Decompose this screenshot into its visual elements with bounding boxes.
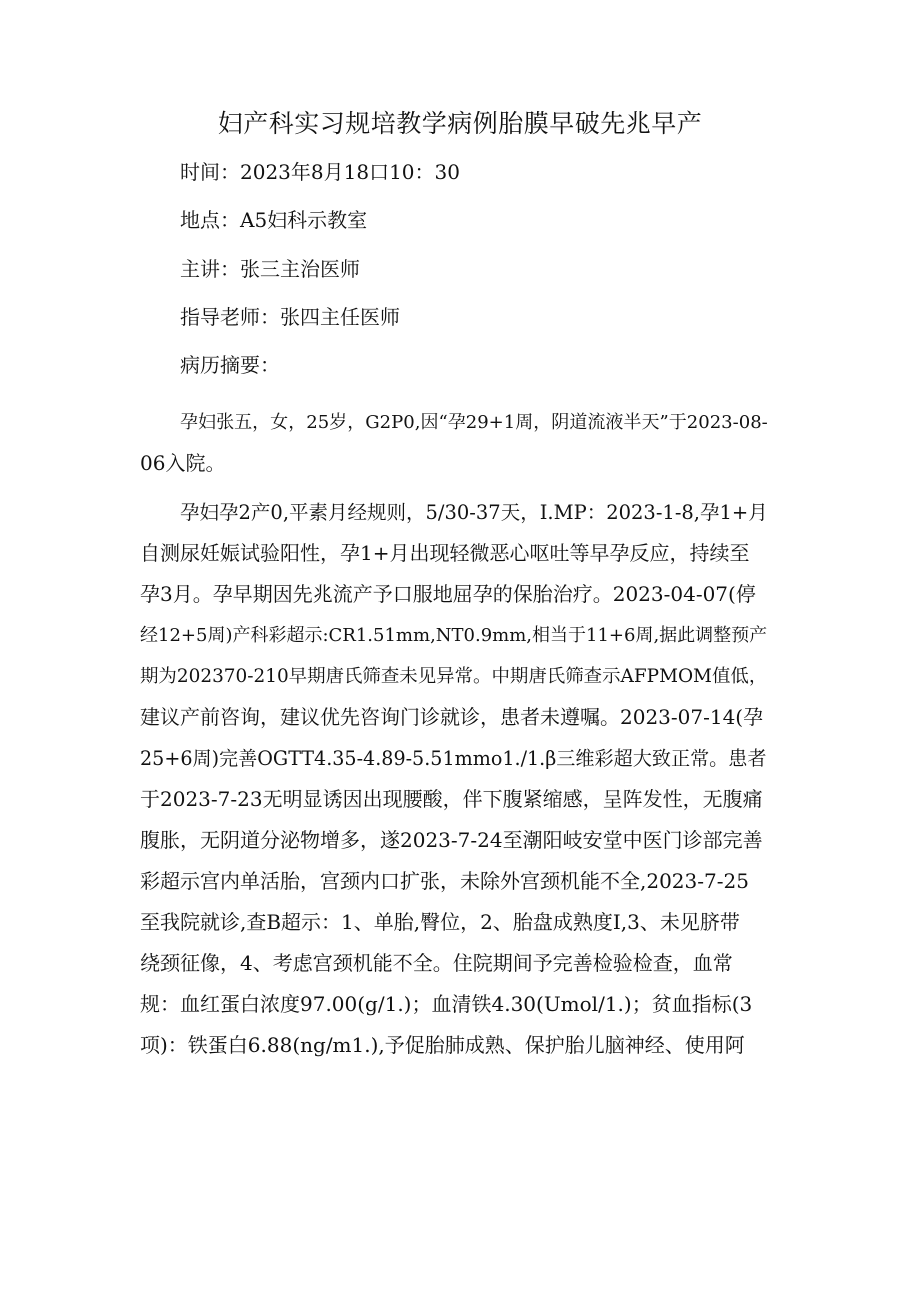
paragraph-line: 至我院就诊,查B超示：1、单胎,臀位，2、胎盘成熟度I,3、未见脐带 bbox=[140, 910, 740, 934]
paragraph-line: 建议产前咨询，建议优先咨询门诊就诊，患者未遵嘱。2023-07-14(孕 bbox=[140, 705, 764, 729]
paragraph-line: 孕3月。孕早期因先兆流产予口服地屈孕的保胎治疗。2023-04-07(停 bbox=[140, 582, 756, 606]
paragraph-history bbox=[140, 492, 780, 1066]
paragraph-line: 于2023-7-23无明显诱因出现腰酸，伴下腹紧缩感，呈阵发性，无腹痛 bbox=[140, 787, 763, 811]
paragraph-line: 孕妇张五，女，25岁，G2P0,因“孕29+1周，阴道流液半天”于2023-08- bbox=[180, 412, 768, 433]
paragraph-line: 绕颈征像，4、考虑宫颈机能不全。住院期间予完善检验检查，血常 bbox=[140, 951, 733, 975]
meta-lecturer: 主讲：张三主治医师 bbox=[180, 257, 360, 281]
meta-advisor: 指导老师：张四主任医师 bbox=[180, 305, 400, 329]
paragraph-line: 期为202370-210早期唐氏筛查未见异常。中期唐氏筛查示AFPMOM值低， bbox=[140, 666, 768, 687]
paragraph-line: 经12+5周)产科彩超示:CR1.51mm,NT0.9mm,相当于11+6周,据此调整预产 bbox=[140, 625, 768, 646]
summary-heading: 病历摘要： bbox=[180, 353, 280, 377]
paragraph-line: 06入院。 bbox=[140, 451, 226, 475]
paragraph-line: 孕妇孕2产0,平素月经规则，5/30-37天，I.MP：2023-1-8,孕1+月 bbox=[180, 501, 768, 524]
meta-place: 地点：A5妇科示教室 bbox=[180, 208, 368, 232]
paragraph-line: 规：血红蛋白浓度97.00(g/1.)；血清铁4.30(Umol/1.)；贫血指标(3 bbox=[140, 992, 753, 1016]
paragraph-line: 彩超示宫内单活胎，宫颈内口扩张，未除外宫颈机能不全,2023-7-25 bbox=[140, 869, 749, 893]
paragraph-line: 自测尿妊娠试验阳性，孕1+月出现轻微恶心呕吐等早孕反应，持续至 bbox=[140, 541, 750, 565]
paragraph-line: 腹胀，无阴道分泌物增多，遂2023-7-24至潮阳岐安堂中医门诊部完善 bbox=[140, 828, 763, 852]
paragraph-admission bbox=[140, 402, 780, 484]
paragraph-line: 项)：铁蛋白6.88(ng/m1.),予促胎肺成熟、保护胎儿脑神经、使用阿 bbox=[140, 1033, 745, 1057]
meta-time: 时间：2023年8月18口10：30 bbox=[180, 160, 460, 184]
document-title: 妇产科实习规培教学病例胎膜早破先兆早产 bbox=[217, 109, 703, 138]
paragraph-line: 25+6周)完善OGTT4.35-4.89-5.51mmo1./1.β三维彩超大致正常。患者 bbox=[140, 747, 767, 770]
